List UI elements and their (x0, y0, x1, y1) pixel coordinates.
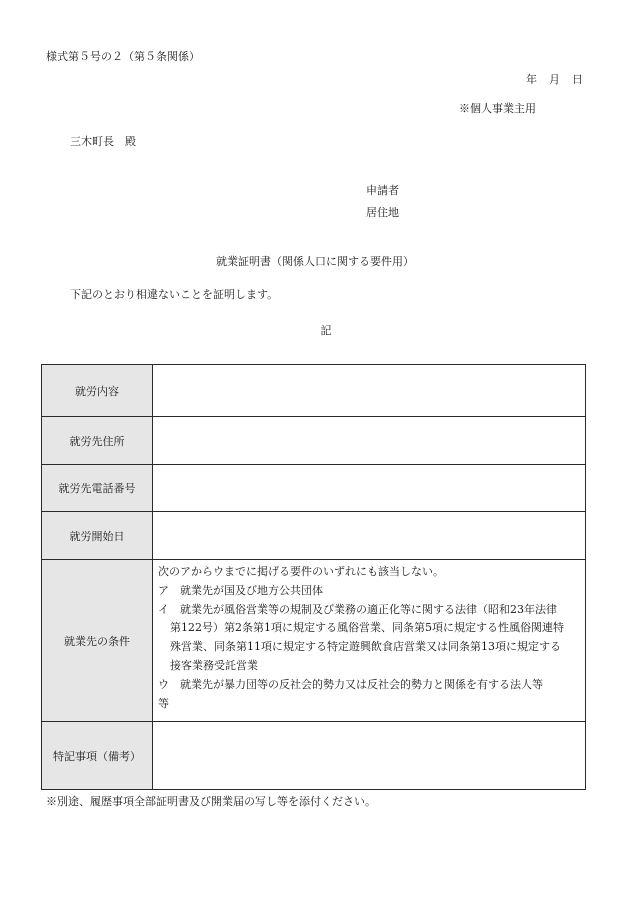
date-line (526, 74, 583, 85)
condition-line: 等 (158, 696, 169, 710)
conditions-text (153, 560, 585, 716)
residence-label: 居住地 (366, 206, 399, 219)
remarks-field[interactable] (153, 722, 586, 790)
footnote: ※別途、履歴事項全部証明書及び開業届の写し等を添付ください。 (46, 795, 376, 808)
addressee: 三木町長 殿 (70, 135, 136, 148)
condition-line: イ 就業先が風俗営業等の規制及び業務の適正化等に関する法律（昭和23年法律 (158, 602, 557, 616)
certificate-table (41, 364, 586, 790)
row-label-conditions: 就業先の条件 (42, 560, 153, 722)
start-date-field[interactable] (153, 512, 586, 560)
date-month: 月 (549, 73, 560, 86)
usage-note: ※個人事業主用 (459, 102, 536, 115)
row-label-remarks: 特記事項（備考） (42, 722, 153, 790)
intro-text: 下記のとおり相違ないことを証明します。 (70, 288, 279, 301)
table-row (42, 365, 586, 417)
row-label-work-content: 就労内容 (42, 365, 153, 417)
work-content-field[interactable] (153, 365, 586, 417)
row-label-work-phone: 就労先電話番号 (42, 465, 153, 512)
applicant-label: 申請者 (366, 184, 399, 197)
document-title: 就業証明書（関係人口に関する要件用） (216, 255, 414, 268)
row-label-start-date: 就労開始日 (42, 512, 153, 560)
form-number: 様式第５号の２（第５条関係） (46, 50, 200, 63)
work-phone-field[interactable] (153, 465, 586, 512)
row-label-work-address: 就労先住所 (42, 417, 153, 465)
condition-line: 接客業務受託営業 (170, 658, 258, 672)
date-day: 日 (572, 73, 583, 86)
conditions-intro: 次のアからウまでに掲げる要件のいずれにも該当しない。 (158, 565, 444, 578)
condition-line: ウ 就業先が暴力団等の反社会的勢力又は反社会的勢力と関係を有する法人等 (158, 677, 543, 691)
work-address-field[interactable] (153, 417, 586, 465)
condition-line: ア 就業先が国及び地方公共団体 (158, 583, 323, 597)
table-row (42, 560, 586, 722)
ki-heading: 記 (320, 324, 332, 337)
table-row (42, 722, 586, 790)
condition-line: 殊営業、同条第11項に規定する特定遊興飲食店営業又は同条第13項に規定する (170, 640, 561, 654)
table-row (42, 512, 586, 560)
condition-line: 第122号）第2条第1項に規定する風俗営業、同条第5項に規定する性風俗関連特 (170, 621, 564, 635)
table-row (42, 417, 586, 465)
table-row (42, 465, 586, 512)
conditions-cell (153, 560, 586, 722)
date-year: 年 (526, 73, 537, 86)
